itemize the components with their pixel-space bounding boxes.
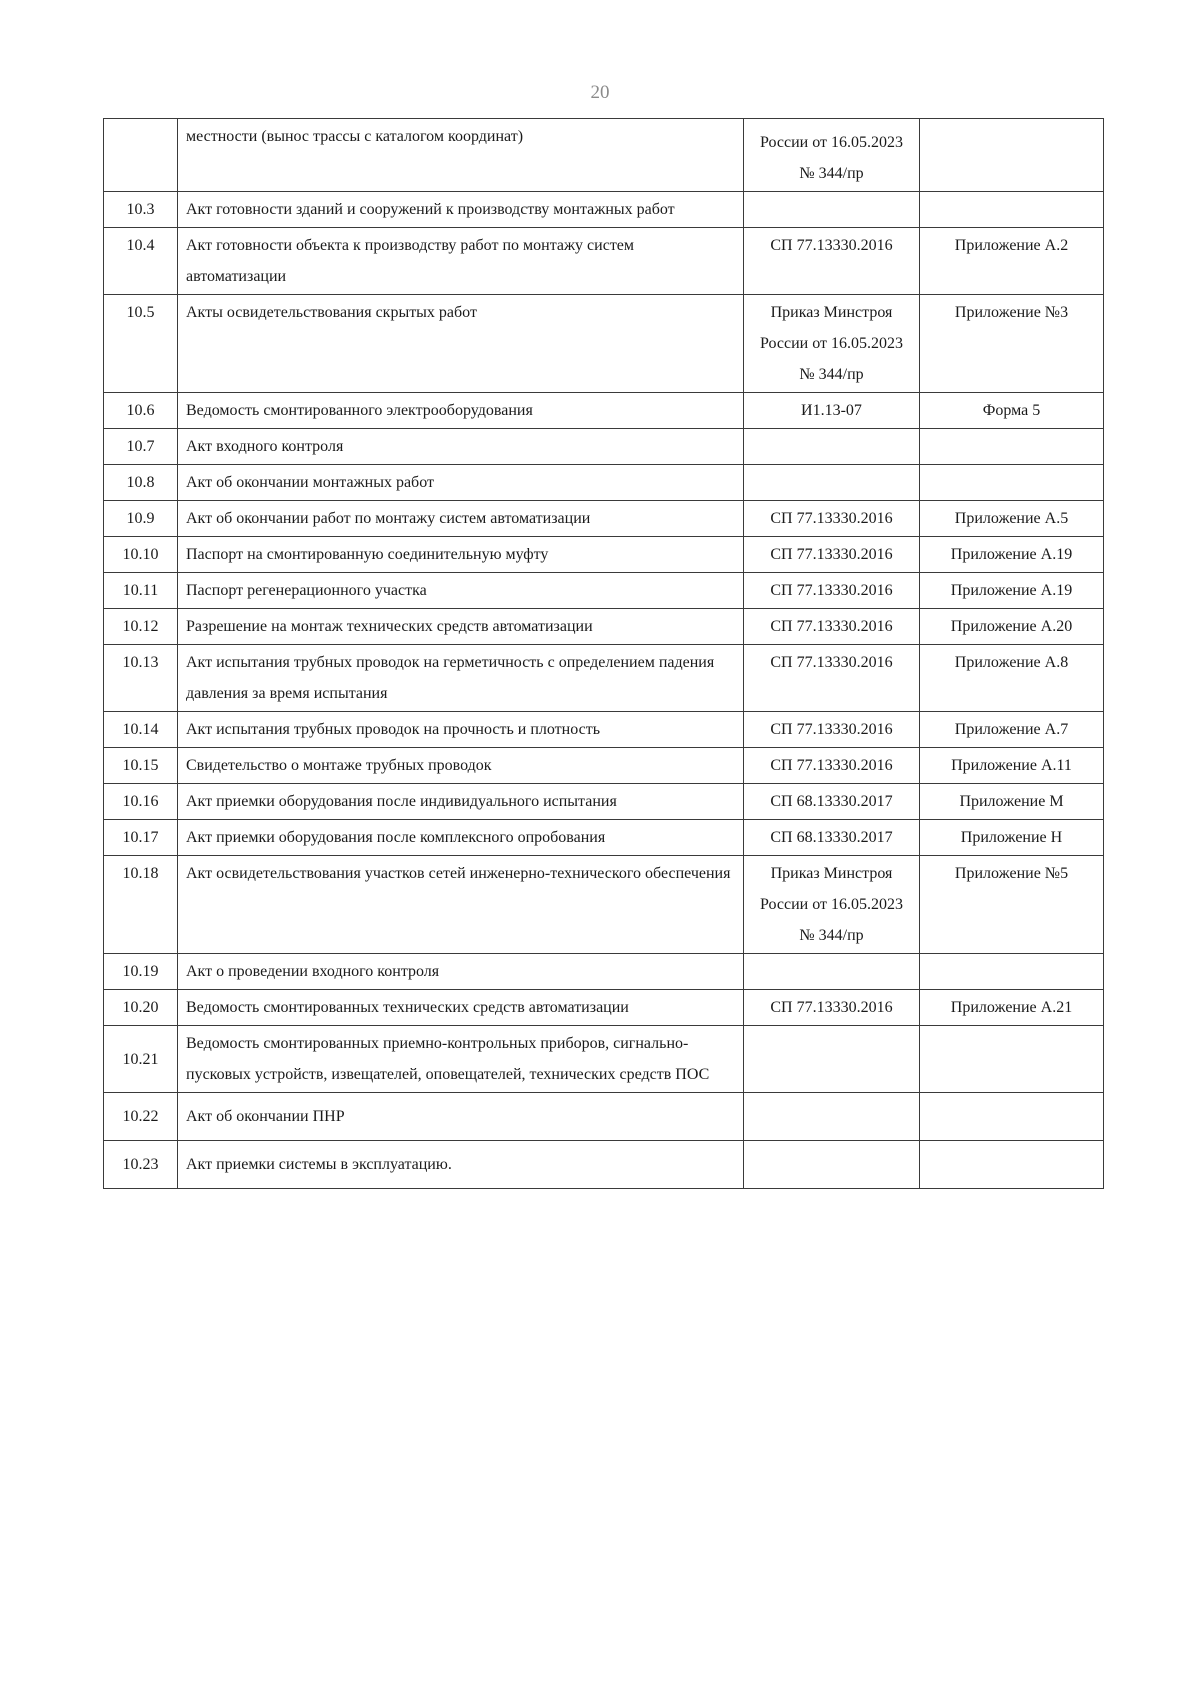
document-name: Ведомость смонтированных технических средств автоматизации — [178, 990, 744, 1026]
table-row — [104, 1141, 1104, 1189]
normative-reference: СП 77.13330.2016 — [744, 609, 920, 645]
normative-reference: Приказ Минстроя России от 16.05.2023 № 344/пр — [744, 295, 920, 393]
document-name: Акт о проведении входного контроля — [178, 954, 744, 990]
document-name: Акт приемки оборудования после индивидуального испытания — [178, 784, 744, 820]
row-number: 10.13 — [104, 645, 178, 712]
table-row — [104, 228, 1104, 295]
normative-reference: СП 77.13330.2016 — [744, 228, 920, 295]
document-name: Акт приемки системы в эксплуатацию. — [178, 1141, 744, 1189]
document-name: Акт входного контроля — [178, 429, 744, 465]
row-number: 10.5 — [104, 295, 178, 393]
normative-reference: России от 16.05.2023 № 344/пр — [744, 119, 920, 192]
form-reference — [920, 1026, 1104, 1093]
normative-reference: СП 77.13330.2016 — [744, 748, 920, 784]
table-row — [104, 537, 1104, 573]
row-number — [104, 119, 178, 192]
table-row — [104, 712, 1104, 748]
document-name: Акт об окончании ПНР — [178, 1093, 744, 1141]
table-row — [104, 501, 1104, 537]
document-name: Паспорт регенерационного участка — [178, 573, 744, 609]
form-reference — [920, 954, 1104, 990]
normative-reference: СП 68.13330.2017 — [744, 784, 920, 820]
table-row — [104, 1026, 1104, 1093]
form-reference: Приложение А.2 — [920, 228, 1104, 295]
form-reference: Приложение №5 — [920, 856, 1104, 954]
row-number: 10.11 — [104, 573, 178, 609]
document-name: Паспорт на смонтированную соединительную муфту — [178, 537, 744, 573]
row-number: 10.4 — [104, 228, 178, 295]
document-name: Акт испытания трубных проводок на прочность и плотность — [178, 712, 744, 748]
table-row — [104, 609, 1104, 645]
table-row — [104, 748, 1104, 784]
document-name: Акт об окончании монтажных работ — [178, 465, 744, 501]
table-row — [104, 784, 1104, 820]
document-name: Акт готовности зданий и сооружений к производству монтажных работ — [178, 192, 744, 228]
row-number: 10.16 — [104, 784, 178, 820]
table-row — [104, 393, 1104, 429]
form-reference — [920, 192, 1104, 228]
table-row — [104, 465, 1104, 501]
document-name: Акты освидетельствования скрытых работ — [178, 295, 744, 393]
normative-reference — [744, 1093, 920, 1141]
row-number: 10.12 — [104, 609, 178, 645]
row-number: 10.22 — [104, 1093, 178, 1141]
row-number: 10.18 — [104, 856, 178, 954]
document-name: Акт испытания трубных проводок на герметичность с определением падения давления за время испытания — [178, 645, 744, 712]
row-number: 10.6 — [104, 393, 178, 429]
normative-reference: СП 77.13330.2016 — [744, 501, 920, 537]
document-name: Разрешение на монтаж технических средств автоматизации — [178, 609, 744, 645]
table-row — [104, 119, 1104, 192]
form-reference: Приложение А.20 — [920, 609, 1104, 645]
document-name: Акт освидетельствования участков сетей инженерно-технического обеспечения — [178, 856, 744, 954]
normative-reference: СП 68.13330.2017 — [744, 820, 920, 856]
normative-reference: СП 77.13330.2016 — [744, 712, 920, 748]
table-row — [104, 990, 1104, 1026]
row-number: 10.17 — [104, 820, 178, 856]
form-reference: Приложение №3 — [920, 295, 1104, 393]
row-number: 10.8 — [104, 465, 178, 501]
document-name: Акт приемки оборудования после комплексного опробования — [178, 820, 744, 856]
row-number: 10.23 — [104, 1141, 178, 1189]
normative-reference — [744, 429, 920, 465]
table-row — [104, 573, 1104, 609]
table-row — [104, 856, 1104, 954]
normative-reference — [744, 192, 920, 228]
form-reference: Приложение А.7 — [920, 712, 1104, 748]
form-reference: Приложение А.5 — [920, 501, 1104, 537]
document-name: Акт об окончании работ по монтажу систем автоматизации — [178, 501, 744, 537]
table-row — [104, 820, 1104, 856]
normative-reference: И1.13-07 — [744, 393, 920, 429]
form-reference — [920, 465, 1104, 501]
form-reference: Форма 5 — [920, 393, 1104, 429]
row-number: 10.10 — [104, 537, 178, 573]
row-number: 10.21 — [104, 1026, 178, 1093]
form-reference: Приложение А.8 — [920, 645, 1104, 712]
normative-reference: СП 77.13330.2016 — [744, 645, 920, 712]
table-row — [104, 192, 1104, 228]
page-number: 20 — [590, 82, 610, 103]
normative-reference: Приказ Минстроя России от 16.05.2023 № 344/пр — [744, 856, 920, 954]
table-row — [104, 954, 1104, 990]
form-reference: Приложение А.11 — [920, 748, 1104, 784]
normative-reference: СП 77.13330.2016 — [744, 990, 920, 1026]
form-reference — [920, 119, 1104, 192]
form-reference: Приложение А.21 — [920, 990, 1104, 1026]
form-reference: Приложение А.19 — [920, 537, 1104, 573]
row-number: 10.3 — [104, 192, 178, 228]
documents-table — [103, 118, 1104, 1189]
row-number: 10.9 — [104, 501, 178, 537]
document-name: Ведомость смонтированного электрооборудования — [178, 393, 744, 429]
table-row — [104, 429, 1104, 465]
normative-reference: СП 77.13330.2016 — [744, 537, 920, 573]
normative-reference — [744, 1026, 920, 1093]
form-reference: Приложение М — [920, 784, 1104, 820]
row-number: 10.14 — [104, 712, 178, 748]
table-row — [104, 1093, 1104, 1141]
documents-table-body — [104, 119, 1104, 1189]
form-reference — [920, 429, 1104, 465]
document-name: Акт готовности объекта к производству работ по монтажу систем автоматизации — [178, 228, 744, 295]
form-reference — [920, 1093, 1104, 1141]
row-number: 10.7 — [104, 429, 178, 465]
row-number: 10.20 — [104, 990, 178, 1026]
form-reference — [920, 1141, 1104, 1189]
normative-reference — [744, 954, 920, 990]
form-reference: Приложение А.19 — [920, 573, 1104, 609]
normative-reference — [744, 465, 920, 501]
document-name: Свидетельство о монтаже трубных проводок — [178, 748, 744, 784]
table-row — [104, 295, 1104, 393]
document-name: местности (вынос трассы с каталогом координат) — [178, 119, 744, 192]
normative-reference — [744, 1141, 920, 1189]
table-row — [104, 645, 1104, 712]
form-reference: Приложение Н — [920, 820, 1104, 856]
row-number: 10.15 — [104, 748, 178, 784]
row-number: 10.19 — [104, 954, 178, 990]
normative-reference: СП 77.13330.2016 — [744, 573, 920, 609]
document-name: Ведомость смонтированных приемно-контрольных приборов, сигнально-пусковых устройств, извещателей, оповещателей, технических средств ПОС — [178, 1026, 744, 1093]
